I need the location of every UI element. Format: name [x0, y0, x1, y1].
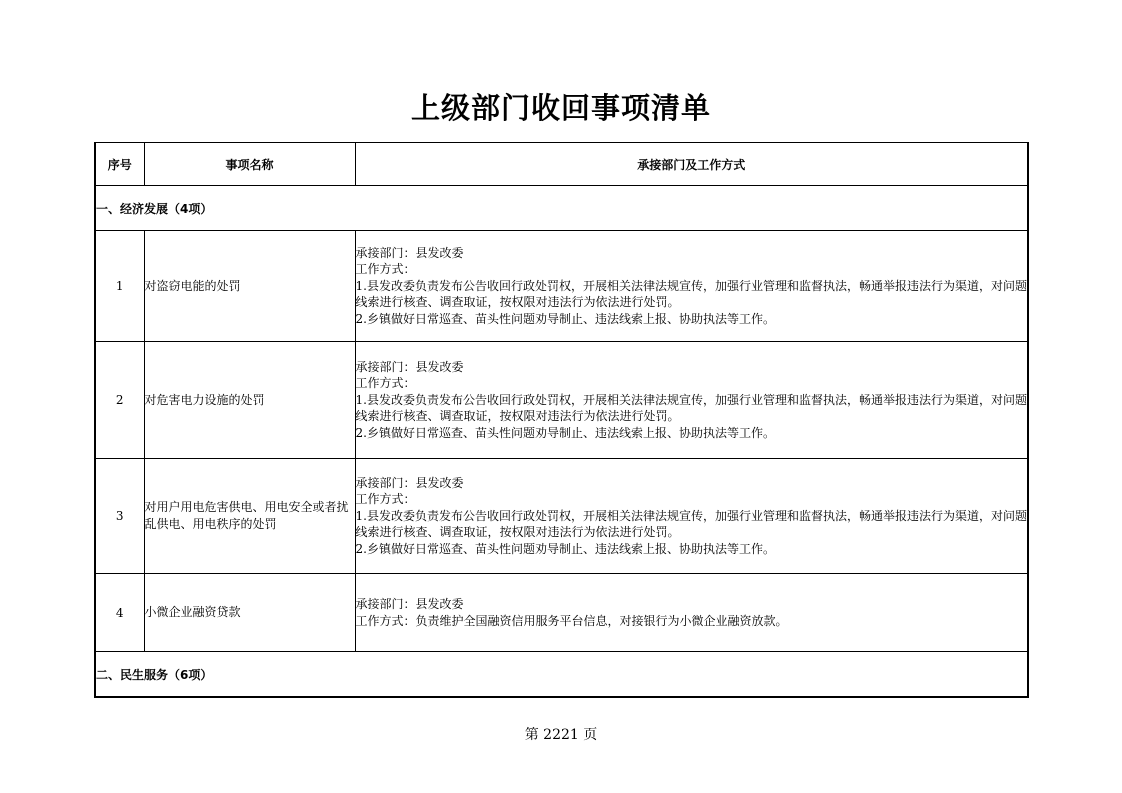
section-label-economy: 一、经济发展（4项） — [95, 186, 1028, 231]
desc-line: 承接部门：县发改委 — [355, 596, 464, 611]
row-item-name: 对危害电力设施的处罚 — [144, 342, 355, 459]
row-index: 3 — [95, 459, 144, 574]
desc-line: 2.乡镇做好日常巡查、苗头性问题劝导制止、违法线索上报、协助执法等工作。 — [355, 311, 775, 326]
desc-line: 承接部门：县发改委 — [355, 359, 464, 374]
header-index: 序号 — [95, 143, 144, 186]
page-number: 第 2221 页 — [524, 727, 598, 743]
items-table — [94, 142, 1029, 698]
desc-line: 工作方式： — [355, 262, 416, 277]
desc-line: 2.乡镇做好日常巡查、苗头性问题劝导制止、违法线索上报、协助执法等工作。 — [355, 541, 775, 556]
desc-line: 工作方式： — [355, 376, 416, 391]
row-description — [355, 574, 1028, 652]
table-row — [95, 459, 1028, 574]
desc-line: 1.县发改委负责发布公告收回行政处罚权，开展相关法律法规宣传，加强行业管理和监督执法，畅通举报违法行为渠道，对问题线索进行核查、调查取证，按权限对违法行为依法进行处罚。 — [355, 278, 1027, 310]
desc-line: 工作方式：负责维护全国融资信用服务平台信息，对接银行为小微企业融资放款。 — [355, 613, 788, 628]
header-item-name: 事项名称 — [144, 143, 355, 186]
row-item-name: 对盗窃电能的处罚 — [144, 231, 355, 342]
table-row — [95, 231, 1028, 342]
row-description — [355, 231, 1028, 342]
section-label-livelihood: 二、民生服务（6项） — [95, 652, 1028, 698]
section-row — [95, 652, 1028, 698]
page-title: 上级部门收回事项清单 — [410, 91, 711, 125]
desc-line: 工作方式： — [355, 492, 416, 507]
row-item-name: 小微企业融资贷款 — [144, 574, 355, 652]
row-index: 4 — [95, 574, 144, 652]
desc-line: 1.县发改委负责发布公告收回行政处罚权，开展相关法律法规宣传，加强行业管理和监督执法，畅通举报违法行为渠道，对问题线索进行核查、调查取证，按权限对违法行为依法进行处罚。 — [355, 392, 1027, 424]
desc-line: 承接部门：县发改委 — [355, 245, 464, 260]
desc-line: 承接部门：县发改委 — [355, 475, 464, 490]
header-dept-method: 承接部门及工作方式 — [355, 143, 1028, 186]
table-row — [95, 574, 1028, 652]
row-index: 1 — [95, 231, 144, 342]
row-description — [355, 459, 1028, 574]
row-index: 2 — [95, 342, 144, 459]
section-row — [95, 186, 1028, 231]
table-header-row — [95, 143, 1028, 186]
row-item-name: 对用户用电危害供电、用电安全或者扰乱供电、用电秩序的处罚 — [144, 459, 355, 574]
desc-line: 1.县发改委负责发布公告收回行政处罚权，开展相关法律法规宣传，加强行业管理和监督执法，畅通举报违法行为渠道，对问题线索进行核查、调查取证，按权限对违法行为依法进行处罚。 — [355, 508, 1027, 540]
row-description — [355, 342, 1028, 459]
table-row — [95, 342, 1028, 459]
desc-line: 2.乡镇做好日常巡查、苗头性问题劝导制止、违法线索上报、协助执法等工作。 — [355, 425, 775, 440]
